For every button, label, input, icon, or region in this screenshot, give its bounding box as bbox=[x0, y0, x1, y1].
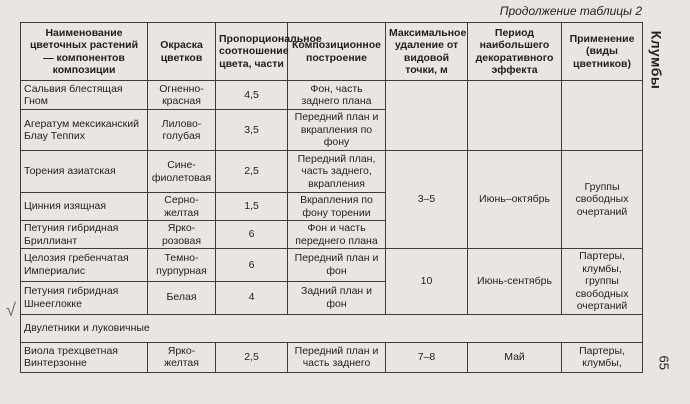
plant-name: Агератум мексиканский Блау Теппих bbox=[21, 110, 148, 151]
plant-name: Торения азиатская bbox=[21, 151, 148, 193]
color-ratio: 4,5 bbox=[216, 81, 288, 110]
table-row bbox=[21, 151, 643, 193]
color-ratio: 1,5 bbox=[216, 193, 288, 221]
color-ratio: 2,5 bbox=[216, 342, 288, 372]
use-group-b: Партеры, клумбы, группы свободных очертаний bbox=[562, 249, 643, 315]
color-ratio: 4 bbox=[216, 281, 288, 314]
table-continuation-caption: Продолжение таблицы 2 bbox=[499, 4, 642, 18]
composition: Передний план и вкрапления по фону bbox=[288, 110, 386, 151]
flower-composition-table bbox=[20, 22, 643, 373]
pencil-check-mark: √ bbox=[6, 300, 16, 320]
distance-group-a: 3–5 bbox=[386, 151, 468, 249]
empty-cell bbox=[386, 81, 468, 151]
flower-color: Сине-фиолетовая bbox=[148, 151, 216, 193]
flower-color: Огненно-красная bbox=[148, 81, 216, 110]
flower-color: Ярко-розовая bbox=[148, 221, 216, 249]
page-number bbox=[652, 355, 676, 390]
col-header-composition: Композиционное построение bbox=[288, 23, 386, 81]
col-header-use: Применение (виды цветников) bbox=[562, 23, 643, 81]
side-title-text: Клумбы bbox=[648, 30, 665, 90]
section-title: Двулетники и луковичные bbox=[21, 314, 643, 342]
col-header-period: Период наибольшего декоративного эффекта bbox=[468, 23, 562, 81]
use: Партеры, клумбы, bbox=[562, 342, 643, 372]
flower-color: Белая bbox=[148, 281, 216, 314]
plant-name: Петуния гибридная Шнееглокке bbox=[21, 281, 148, 314]
plant-name: Виола трехцветная Винтерзонне bbox=[21, 342, 148, 372]
composition: Фон, часть заднего плана bbox=[288, 81, 386, 110]
composition: Передний план, часть заднего, вкрапления bbox=[288, 151, 386, 193]
section-row bbox=[21, 314, 643, 342]
period-group-a: Июнь–октябрь bbox=[468, 151, 562, 249]
header-row bbox=[21, 23, 643, 81]
composition: Передний план и часть заднего bbox=[288, 342, 386, 372]
period: Май bbox=[468, 342, 562, 372]
color-ratio: 6 bbox=[216, 221, 288, 249]
col-header-distance: Максимальное удаление от видовой точки, м bbox=[386, 23, 468, 81]
use-group-a: Группы свободных очертаний bbox=[562, 151, 643, 249]
distance: 7–8 bbox=[386, 342, 468, 372]
plant-name: Целозия гребенчатая Империалис bbox=[21, 249, 148, 282]
flower-color: Ярко-желтая bbox=[148, 342, 216, 372]
plant-name: Петуния гибридная Бриллиант bbox=[21, 221, 148, 249]
composition: Вкрапления по фону торении bbox=[288, 193, 386, 221]
flower-color: Серно-желтая bbox=[148, 193, 216, 221]
col-header-color: Окраска цветков bbox=[148, 23, 216, 81]
color-ratio: 3,5 bbox=[216, 110, 288, 151]
composition: Задний план и фон bbox=[288, 281, 386, 314]
composition: Фон и часть переднего плана bbox=[288, 221, 386, 249]
flower-color: Лилово-голубая bbox=[148, 110, 216, 151]
empty-cell bbox=[562, 81, 643, 151]
color-ratio: 2,5 bbox=[216, 151, 288, 193]
composition: Передний план и фон bbox=[288, 249, 386, 282]
empty-cell bbox=[468, 81, 562, 151]
plant-name: Сальвия блестящая Гном bbox=[21, 81, 148, 110]
flower-color: Темно-пурпурная bbox=[148, 249, 216, 282]
color-ratio: 6 bbox=[216, 249, 288, 282]
table-row bbox=[21, 342, 643, 372]
section-side-title bbox=[645, 20, 685, 120]
page-number-text: 65 bbox=[656, 355, 672, 370]
table-row bbox=[21, 81, 643, 110]
distance-group-b: 10 bbox=[386, 249, 468, 315]
plant-name: Цинния изящная bbox=[21, 193, 148, 221]
table-row bbox=[21, 249, 643, 282]
period-group-b: Июнь-сентябрь bbox=[468, 249, 562, 315]
col-header-name: Наименование цветочных растений — компонентов композиции bbox=[21, 23, 148, 81]
col-header-ratio: Пропорциональное соотношение цвета, части bbox=[216, 23, 288, 81]
